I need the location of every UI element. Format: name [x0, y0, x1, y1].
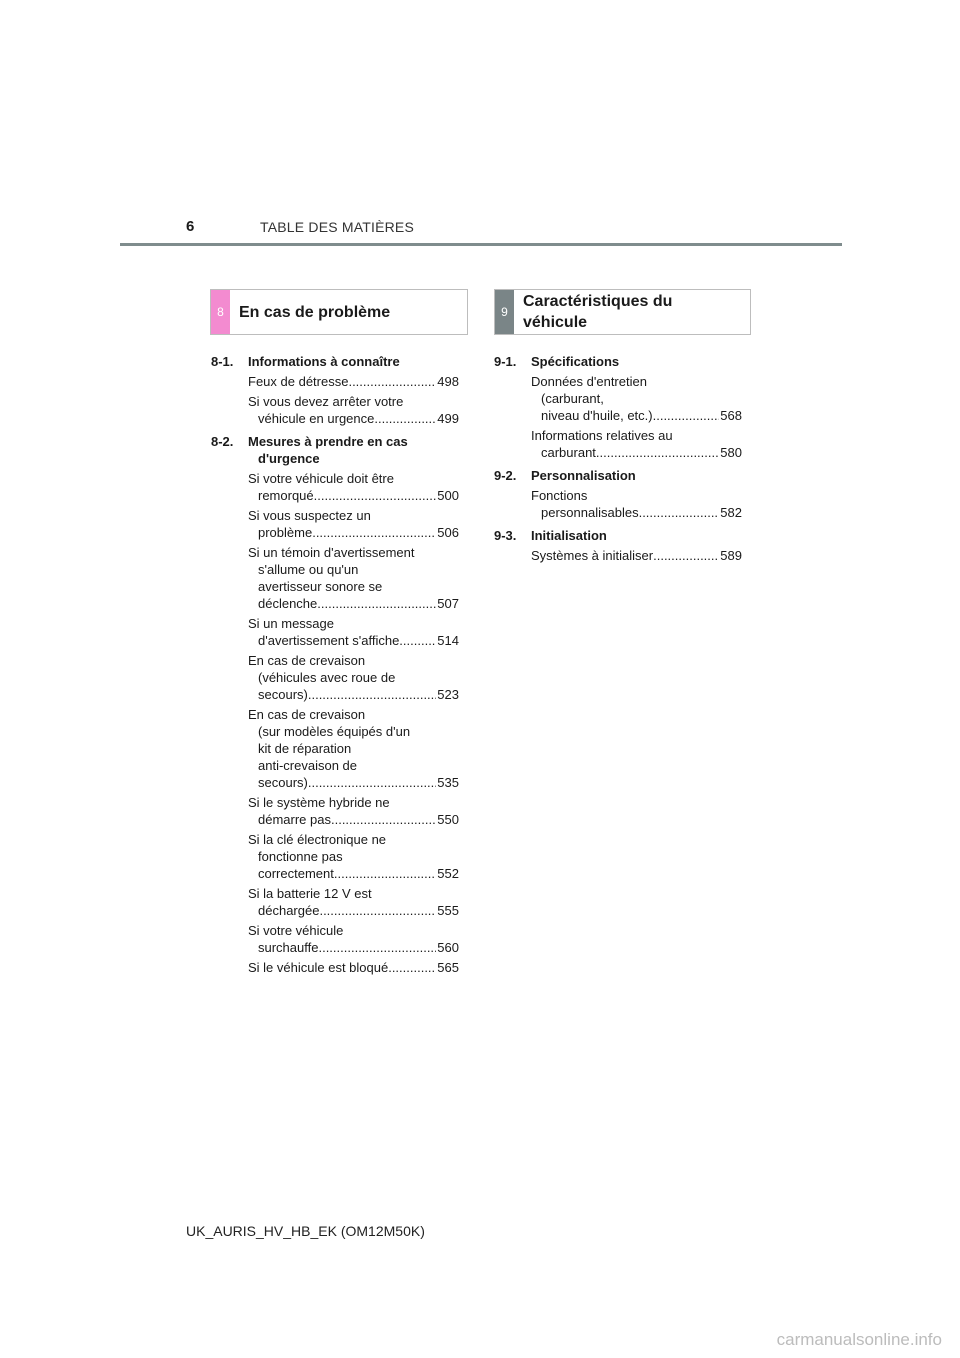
entry-last-line: [248, 487, 459, 504]
entry-text-line: Si le véhicule est bloqué: [248, 960, 389, 975]
entry-last-line: [248, 595, 459, 612]
entry-last-line: [248, 959, 459, 976]
page-ref: 589: [720, 548, 742, 563]
entry-text-line: Si votre véhicule: [248, 923, 344, 938]
page-ref: 507: [437, 596, 459, 611]
entry-last-line: [248, 632, 459, 649]
chapter-number: 9-3.: [494, 528, 517, 543]
entry-text-line: (sur modèles équipés d'un: [258, 724, 411, 739]
entry-text-line: Si vous devez arrêter votre: [248, 394, 404, 409]
page-ref: 523: [437, 687, 459, 702]
leader-dots: [318, 939, 436, 956]
leader-dots: [308, 686, 436, 703]
header-rule: [120, 243, 842, 246]
page-ref: 560: [437, 940, 459, 955]
toc-entry[interactable]: [248, 652, 459, 703]
toc-entry[interactable]: [248, 794, 459, 828]
toc-entry[interactable]: [248, 831, 459, 882]
leader-dots: [317, 595, 436, 612]
leader-dots: [388, 959, 436, 976]
page-ref: 552: [437, 866, 459, 881]
entry-last-line: [248, 865, 459, 882]
leader-dots: [308, 774, 436, 791]
page-ref: 565: [437, 960, 459, 975]
page-ref: 514: [437, 633, 459, 648]
entry-text-line: personnalisables: [541, 505, 639, 520]
toc-entry[interactable]: [248, 959, 459, 976]
leader-dots: [399, 632, 436, 649]
entry-text-line: En cas de crevaison: [248, 653, 366, 668]
leader-dots: [319, 902, 436, 919]
chapter-title: [531, 467, 742, 484]
toc-entry[interactable]: [248, 885, 459, 919]
page-ref: 506: [437, 525, 459, 540]
entry-text-line: démarre pas: [258, 812, 331, 827]
chapter-title-line: Informations à connaître: [248, 354, 400, 369]
entry-text-line: (véhicules avec roue de: [258, 670, 396, 685]
toc-entry[interactable]: [248, 615, 459, 649]
page-ref: 568: [720, 408, 742, 423]
entry-last-line: [248, 410, 459, 427]
chapter-number: 9-1.: [494, 354, 517, 369]
entry-text-line: En cas de crevaison: [248, 707, 366, 722]
entry-text-line: problème: [258, 525, 313, 540]
entry-text-line: kit de réparation: [258, 741, 352, 756]
entry-text-line: Si un témoin d'avertissement: [248, 545, 415, 560]
chapter-heading: [494, 527, 742, 544]
toc-entry[interactable]: [531, 373, 742, 424]
entry-last-line: [531, 444, 742, 461]
toc-entry[interactable]: [248, 373, 459, 390]
chapter-heading: [494, 467, 742, 484]
toc-section-9: [494, 353, 742, 567]
entry-text-line: d'avertissement s'affiche: [258, 633, 400, 648]
entry-text-line: Si la clé électronique ne: [248, 832, 387, 847]
watermark: carmanualsonline.info: [776, 1330, 942, 1349]
entry-text-line: déclenche: [258, 596, 318, 611]
section-title-9: [514, 290, 672, 334]
entry-text-line: véhicule en urgence: [258, 411, 375, 426]
chapter-title-line: Spécifications: [531, 354, 620, 369]
entry-last-line: [531, 407, 742, 424]
toc-entry[interactable]: [248, 393, 459, 427]
entry-text-line: surchauffe: [258, 940, 319, 955]
entry-text-line: Si un message: [248, 616, 334, 631]
chapter-heading: [211, 433, 459, 467]
chapter-title: [248, 433, 459, 467]
page-ref: 555: [437, 903, 459, 918]
toc-entry[interactable]: [248, 706, 459, 791]
entry-last-line: [248, 902, 459, 919]
entry-last-line: [248, 524, 459, 541]
entry-text-line: carburant: [541, 445, 596, 460]
chapter-title: [531, 353, 742, 370]
section-title-line: véhicule: [523, 314, 588, 331]
entry-text-line: déchargée: [258, 903, 320, 918]
chapter-title-line: d'urgence: [258, 451, 320, 466]
entry-last-line: [248, 686, 459, 703]
toc-section-8: [211, 353, 459, 979]
entry-last-line: [248, 774, 459, 791]
chapter-title-line: Personnalisation: [531, 468, 636, 483]
leader-dots: [653, 407, 720, 424]
page-ref: 498: [437, 374, 459, 389]
entry-text-line: secours): [258, 775, 308, 790]
chapter-title: [531, 527, 742, 544]
entry-text-line: niveau d'huile, etc.): [541, 408, 653, 423]
chapter-heading: [211, 353, 459, 370]
leader-dots: [334, 865, 436, 882]
entry-text-line: secours): [258, 687, 308, 702]
entry-last-line: [248, 373, 459, 390]
entry-text-line: avertisseur sonore se: [258, 579, 383, 594]
entry-last-line: [531, 547, 742, 564]
section-header-8: [210, 289, 468, 335]
leader-dots: [653, 547, 719, 564]
chapter-number: 8-2.: [211, 434, 234, 449]
toc-entry[interactable]: [531, 487, 742, 521]
toc-entry[interactable]: [248, 507, 459, 541]
entry-text-line: Données d'entretien: [531, 374, 647, 389]
chapter-title-line: Initialisation: [531, 528, 607, 543]
page-ref: 499: [437, 411, 459, 426]
chapter-heading: [494, 353, 742, 370]
entry-text-line: Informations relatives au: [531, 428, 673, 443]
chapter-title: [248, 353, 459, 370]
entry-text-line: fonctionne pas: [258, 849, 343, 864]
section-title-8: [230, 290, 390, 334]
chapter-number: 9-2.: [494, 468, 517, 483]
entry-text-line: Si votre véhicule doit être: [248, 471, 394, 486]
entry-text-line: Si la batterie 12 V est: [248, 886, 372, 901]
entry-text-line: Si le système hybride ne: [248, 795, 390, 810]
page-ref: 500: [437, 488, 459, 503]
leader-dots: [596, 444, 719, 461]
entry-text-line: anti-crevaison de: [258, 758, 357, 773]
toc-entry[interactable]: [248, 544, 459, 612]
page-number: 6: [186, 218, 195, 235]
section-title-line: En cas de problème: [239, 303, 391, 321]
leader-dots: [374, 410, 436, 427]
entry-last-line: [531, 504, 742, 521]
entry-text-line: Systèmes à initialiser: [531, 548, 654, 563]
toc-entry[interactable]: [531, 427, 742, 461]
leader-dots: [348, 373, 436, 390]
entry-text-line: Si vous suspectez un: [248, 508, 371, 523]
leader-dots: [331, 811, 436, 828]
footer-code: UK_AURIS_HV_HB_EK (OM12M50K): [186, 1223, 425, 1239]
toc-entry[interactable]: [248, 922, 459, 956]
chapter-number: 8-1.: [211, 354, 234, 369]
header-title: TABLE DES MATIÈRES: [260, 219, 415, 235]
page-ref: 580: [720, 445, 742, 460]
entry-text-line: Fonctions: [531, 488, 588, 503]
entry-text-line: (carburant,: [541, 391, 604, 406]
leader-dots: [312, 524, 436, 541]
chapter-title-line: Mesures à prendre en cas: [248, 434, 408, 449]
entry-text-line: s'allume ou qu'un: [258, 562, 359, 577]
toc-entry[interactable]: [248, 470, 459, 504]
entry-text-line: remorqué: [258, 488, 314, 503]
section-tab-8: 8: [211, 290, 230, 334]
page-ref: 582: [720, 505, 742, 520]
entry-text-line: Feux de détresse: [248, 374, 349, 389]
entry-text-line: correctement: [258, 866, 334, 881]
leader-dots: [639, 504, 720, 521]
page-ref: 535: [437, 775, 459, 790]
section-header-9: [494, 289, 751, 335]
entry-last-line: [248, 939, 459, 956]
section-title-line: Caractéristiques du: [523, 293, 673, 310]
section-tab-9: 9: [495, 290, 514, 334]
leader-dots: [314, 487, 437, 504]
page-ref: 550: [437, 812, 459, 827]
toc-entry[interactable]: [531, 547, 742, 564]
entry-last-line: [248, 811, 459, 828]
